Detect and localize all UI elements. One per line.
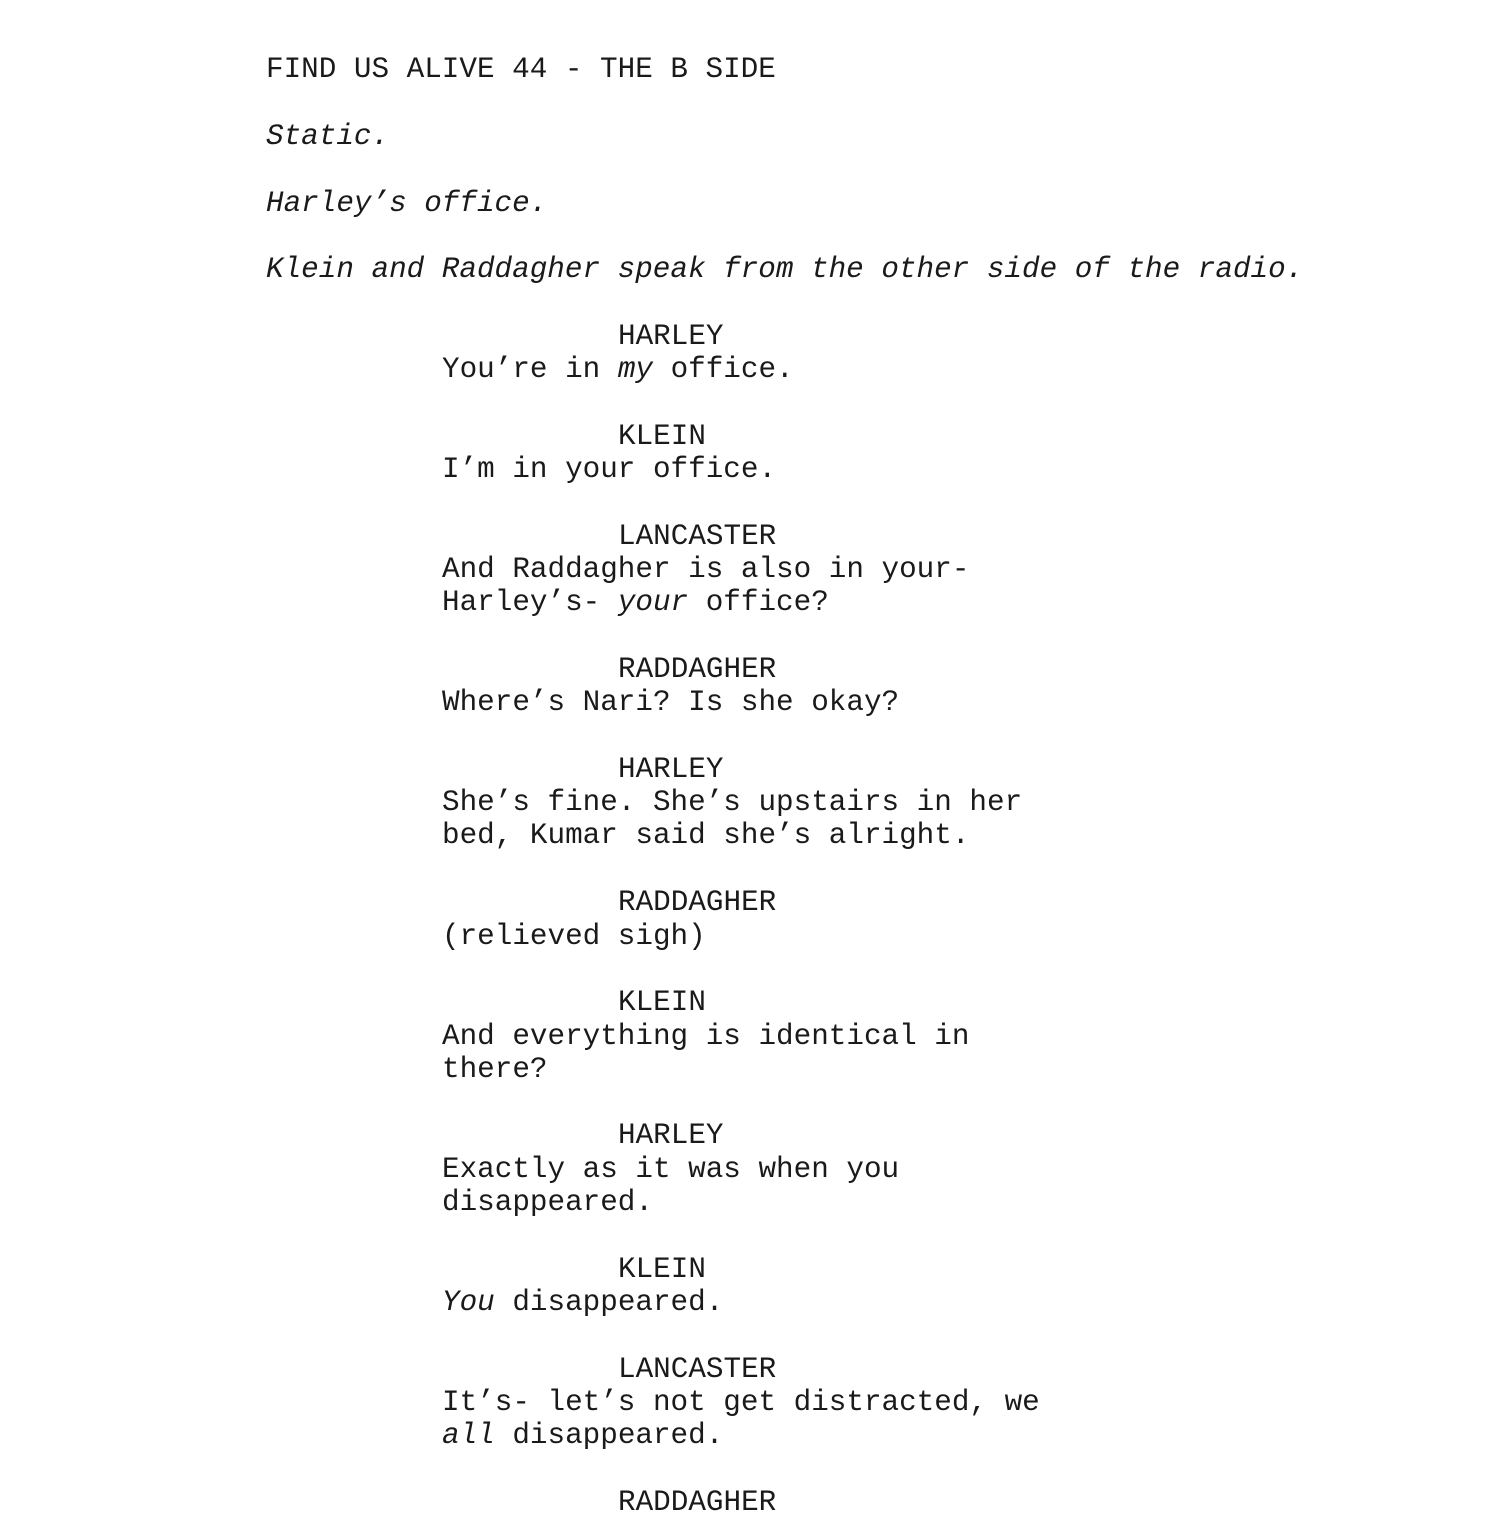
character-cue: KLEIN	[618, 986, 706, 1019]
dialogue-line: You disappeared.	[442, 1286, 724, 1319]
dialogue-line: disappeared.	[442, 1186, 653, 1219]
action-line: Klein and Raddagher speak from the other side of the radio.	[266, 253, 1304, 286]
dialogue-line: And Raddagher is also in your-	[442, 553, 970, 586]
character-cue: HARLEY	[618, 1119, 724, 1152]
dialogue-line: Harley’s- your office?	[442, 586, 829, 619]
action-line: Static.	[266, 120, 390, 153]
dialogue-line: there?	[442, 1053, 548, 1086]
character-cue: LANCASTER	[618, 520, 777, 553]
dialogue-line: I’m in your office.	[442, 453, 777, 486]
dialogue-line: And everything is identical in	[442, 1020, 970, 1053]
dialogue-line: You’re in my office.	[442, 353, 794, 386]
character-cue: HARLEY	[618, 320, 724, 353]
character-cue: RADDAGHER	[618, 653, 777, 686]
dialogue-line: all disappeared.	[442, 1419, 724, 1452]
script-title: FIND US ALIVE 44 - THE B SIDE	[266, 53, 776, 86]
dialogue-line: Where’s Nari? Is she okay?	[442, 686, 900, 719]
dialogue-line: Exactly as it was when you	[442, 1153, 900, 1186]
character-cue: HARLEY	[618, 753, 724, 786]
character-cue: LANCASTER	[618, 1353, 777, 1386]
character-cue: RADDAGHER	[618, 886, 777, 919]
character-cue: KLEIN	[618, 420, 706, 453]
character-cue: KLEIN	[618, 1253, 706, 1286]
dialogue-line: bed, Kumar said she’s alright.	[442, 819, 970, 852]
dialogue-line: It’s- let’s not get distracted, we	[442, 1386, 1040, 1419]
dialogue-line: She’s fine. She’s upstairs in her	[442, 786, 1023, 819]
parenthetical: (relieved sigh)	[442, 920, 706, 953]
character-cue: RADDAGHER	[618, 1486, 777, 1519]
action-line: Harley’s office.	[266, 187, 548, 220]
